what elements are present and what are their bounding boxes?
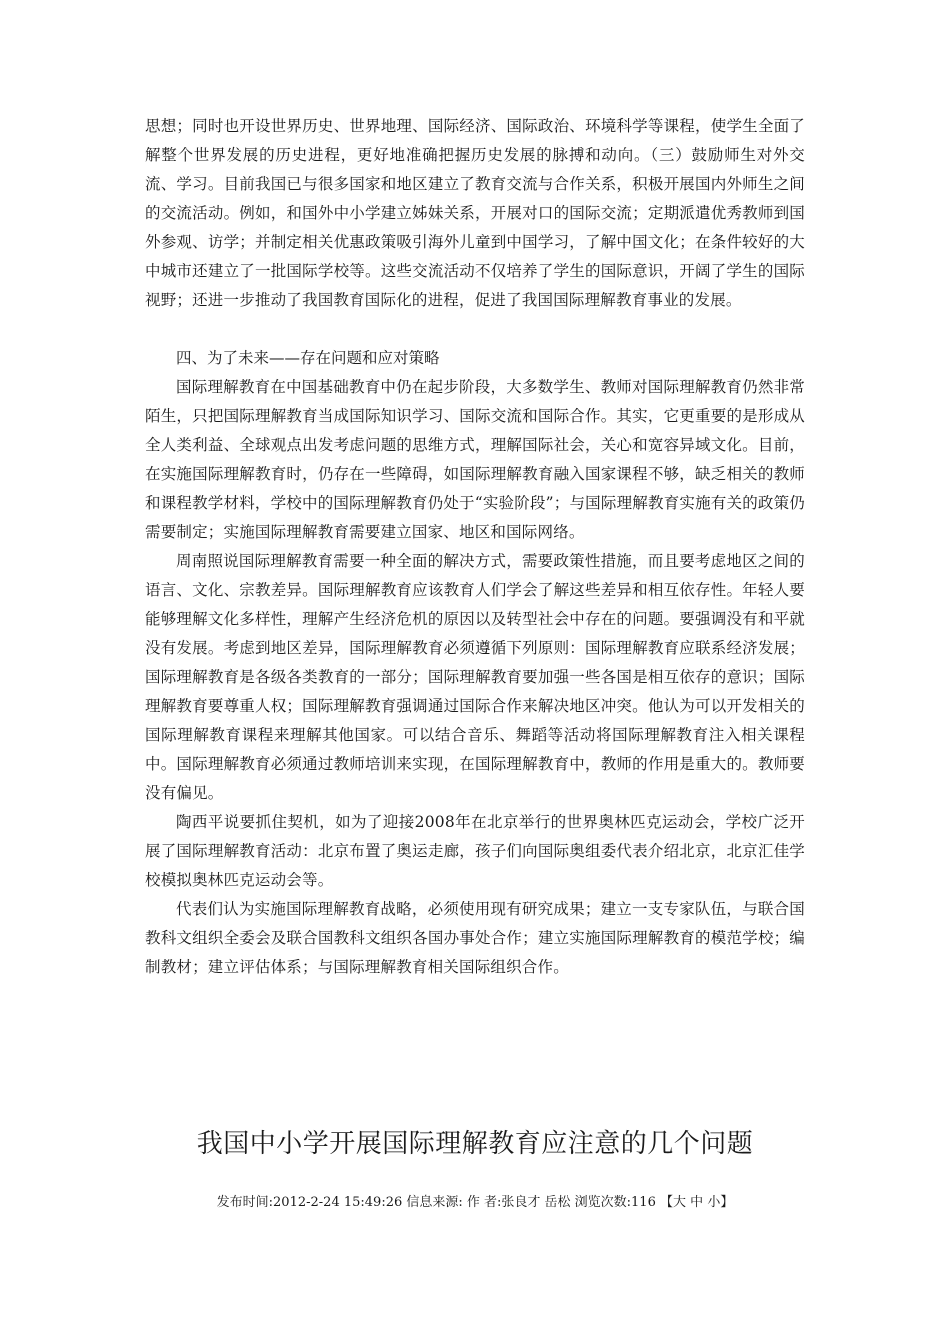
article-title: 我国中小学开展国际理解教育应注意的几个问题 xyxy=(196,1129,754,1159)
font-size-large-link[interactable]: 大 xyxy=(673,1195,687,1210)
bracket-open: 【 xyxy=(659,1195,673,1210)
font-size-small-link[interactable]: 小 xyxy=(707,1195,721,1210)
paragraph-4: 陶西平说要抓住契机，如为了迎接2008年在北京举行的世界奥林匹克运动会，学校广泛开展了国际理解教育活动：北京布置了奥运走廊，孩子们向国际奥组委代表介绍北京，北京汇佳学校模拟奥林匹克运动会等。 xyxy=(145,813,805,889)
font-size-medium-link[interactable]: 中 xyxy=(690,1195,704,1210)
paragraph-3: 周南照说国际理解教育需要一种全面的解决方式，需要政策性措施，而且要考虑地区之间的语言、文化、宗教差异。国际理解教育应该教育人们学会了解这些差异和相互依存性。年轻人要能够理解文化多样性，理解产生经济危机的原因以及转型社会中存在的问题。要强调没有和平就没有发展。考虑到地区差异，国际理解教育必须遵循下列原则：国际理解教育应联系经济发展；国际理解教育是各级各类教育的一部分；国际理解教育要加强一些各国是相互依存的意识；国际理解教育要尊重人权；国际理解教育强调通过国际合作来解决地区冲突。他认为可以开发相关的国际理解教育课程来理解其他国家。可以结合音乐、舞蹈等活动将国际理解教育注入相关课程中。国际理解教育必须通过教师培训来实现，在国际理解教育中，教师的作用是重大的。教师要没有偏见。 xyxy=(145,552,805,802)
section-heading: 四、为了未来——存在问题和应对策略 xyxy=(176,349,440,367)
bracket-close: 】 xyxy=(720,1195,734,1210)
paragraph-1: 思想；同时也开设世界历史、世界地理、国际经济、国际政治、环境科学等课程，使学生全面了解整个世界发展的历史进程，更好地准确把握历史发展的脉搏和动向。（三）鼓励师生对外交流、学习。目前我国已与很多国家和地区建立了教育交流与合作关系，积极开展国内外师生之间的交流活动。例如，和国外中小学建立姊妹关系，开展对口的国际交流；定期派遣优秀教师到国外参观、访学；并制定相关优惠政策吸引海外儿童到中国学习，了解中国文化；在条件较好的大中城市还建立了一批国际学校等。这些交流活动不仅培养了学生的国际意识，开阔了学生的国际视野；还进一步推动了我国教育国际化的进程，促进了我国国际理解教育事业的发展。 xyxy=(145,117,805,309)
paragraph-5: 代表们认为实施国际理解教育战略，必须使用现有研究成果；建立一支专家队伍，与联合国教科文组织全委会及联合国教科文组织各国办事处合作；建立实施国际理解教育的模范学校；编制教材；建立评估体系；与国际理解教育相关国际组织合作。 xyxy=(145,900,805,976)
article-meta xyxy=(0,1192,950,1214)
document-body xyxy=(145,112,805,982)
meta-info: 发布时间:2012-2-24 15:49:26 信息来源: 作 者:张良才 岳松 浏览次数:116 xyxy=(216,1195,660,1210)
paragraph-2: 国际理解教育在中国基础教育中仍在起步阶段，大多数学生、教师对国际理解教育仍然非常陌生，只把国际理解教育当成国际知识学习、国际交流和国际合作。其实，它更重要的是形成从全人类利益、全球观点出发考虑问题的思维方式，理解国际社会，关心和宽容异域文化。目前，在实施国际理解教育时，仍存在一些障碍，如国际理解教育融入国家课程不够，缺乏相关的教师和课程教学材料，学校中的国际理解教育仍处于“实验阶段”；与国际理解教育实施有关的政策仍需要制定；实施国际理解教育需要建立国家、地区和国际网络。 xyxy=(145,378,805,541)
